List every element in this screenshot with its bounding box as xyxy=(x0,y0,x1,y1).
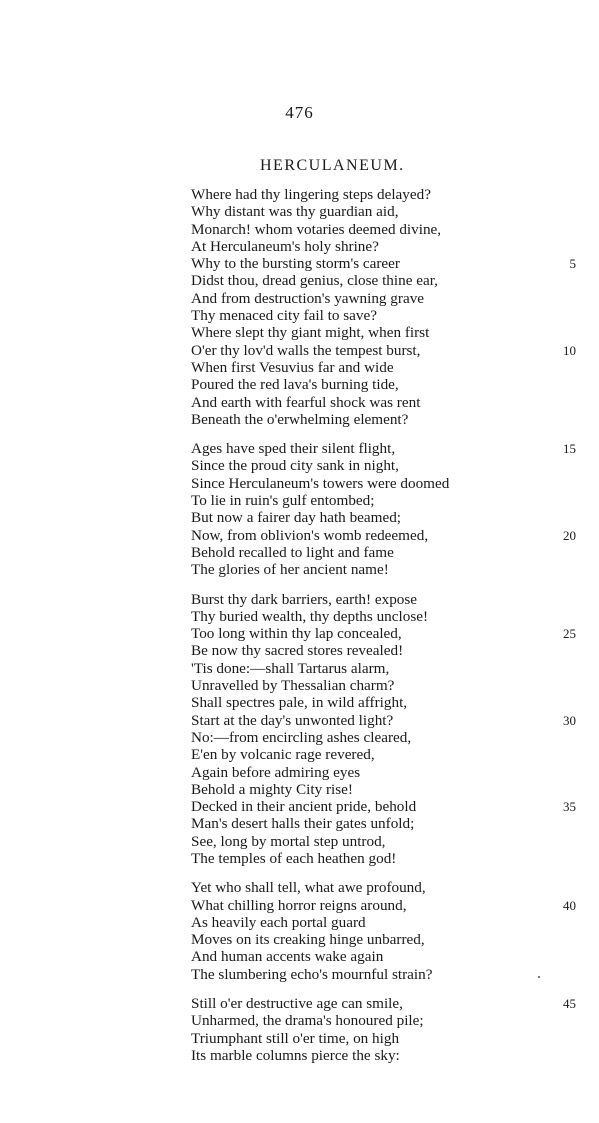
verse-line xyxy=(191,608,581,625)
poem-title: HERCULANEUM. xyxy=(260,157,405,174)
verse-text: Where slept thy giant might, when first xyxy=(191,324,430,342)
verse-text: The glories of her ancient name! xyxy=(191,561,389,579)
verse-line xyxy=(191,897,581,914)
line-number: 25 xyxy=(563,626,576,642)
verse-text: Why to the bursting storm's career xyxy=(191,255,400,273)
verse-line xyxy=(191,948,581,965)
stanza xyxy=(191,440,581,578)
verse-text: And human accents wake again xyxy=(191,948,384,966)
line-number: 10 xyxy=(563,342,576,358)
verse-text: E'en by volcanic rage revered, xyxy=(191,746,375,764)
verse-text: And from destruction's yawning grave xyxy=(191,289,425,307)
verse-line xyxy=(191,186,581,203)
verse-line xyxy=(191,492,581,509)
verse-line xyxy=(191,931,581,948)
verse-text: Triumphant still o'er time, on high xyxy=(191,1029,400,1047)
verse-line xyxy=(191,694,581,711)
line-number: 45 xyxy=(563,996,576,1012)
verse-text: Beneath the o'erwhelming element? xyxy=(191,410,409,428)
verse-text: And earth with fearful shock was rent xyxy=(191,393,421,411)
verse-text: Start at the day's unwonted light? xyxy=(191,711,394,729)
verse-text: But now a fairer day hath beamed; xyxy=(191,509,402,527)
verse-text: At Herculaneum's holy shrine? xyxy=(191,237,379,255)
verse-text: Why distant was thy guardian aid, xyxy=(191,203,399,221)
verse-text: Monarch! whom votaries deemed divine, xyxy=(191,220,442,238)
verse-line xyxy=(191,561,581,578)
line-number: 5 xyxy=(569,256,576,272)
line-number: 20 xyxy=(563,527,576,543)
verse-text: Unravelled by Thessalian charm? xyxy=(191,677,395,695)
poem-body xyxy=(191,186,581,1076)
verse-line xyxy=(191,238,581,255)
verse-line xyxy=(191,850,581,867)
verse-text: Again before admiring eyes xyxy=(191,763,361,781)
verse-line xyxy=(191,359,581,376)
verse-text: When first Vesuvius far and wide xyxy=(191,358,394,376)
verse-line xyxy=(191,677,581,694)
verse-text: What chilling horror reigns around, xyxy=(191,896,407,914)
verse-line xyxy=(191,1030,581,1047)
verse-text: Since the proud city sank in night, xyxy=(191,457,399,475)
verse-text: The temples of each heathen god! xyxy=(191,849,397,867)
verse-line xyxy=(191,394,581,411)
verse-text: Didst thou, dread genius, close thine ear, xyxy=(191,272,438,290)
verse-text: Behold a mighty City rise! xyxy=(191,780,353,798)
verse-line xyxy=(191,995,581,1012)
verse-line xyxy=(191,625,581,642)
verse-line xyxy=(191,712,581,729)
verse-line xyxy=(191,411,581,428)
verse-line xyxy=(191,527,581,544)
verse-text: Since Herculaneum's towers were doomed xyxy=(191,474,450,492)
verse-text: To lie in ruin's gulf entombed; xyxy=(191,492,375,510)
stray-ink-mark xyxy=(538,976,540,978)
verse-text: The slumbering echo's mournful strain? xyxy=(191,965,433,983)
verse-line xyxy=(191,255,581,272)
verse-line xyxy=(191,221,581,238)
verse-line xyxy=(191,914,581,931)
verse-line xyxy=(191,272,581,289)
verse-line xyxy=(191,1047,581,1064)
verse-text: Behold recalled to light and fame xyxy=(191,543,394,561)
verse-text: Yet who shall tell, what awe profound, xyxy=(191,879,426,897)
verse-line xyxy=(191,290,581,307)
verse-text: 'Tis done:—shall Tartarus alarm, xyxy=(191,659,390,677)
verse-text: As heavily each portal guard xyxy=(191,913,366,931)
stanza xyxy=(191,995,581,1064)
verse-line xyxy=(191,642,581,659)
verse-line xyxy=(191,815,581,832)
verse-line xyxy=(191,729,581,746)
line-number: 40 xyxy=(563,897,576,913)
verse-text: No:—from encircling ashes cleared, xyxy=(191,728,412,746)
line-number: 35 xyxy=(563,799,576,815)
verse-line xyxy=(191,879,581,896)
verse-line xyxy=(191,475,581,492)
verse-text: Thy buried wealth, thy depths unclose! xyxy=(191,607,429,625)
verse-text: O'er thy lov'd walls the tempest burst, xyxy=(191,341,421,359)
stanza xyxy=(191,591,581,868)
verse-line xyxy=(191,591,581,608)
verse-line xyxy=(191,307,581,324)
verse-text: Moves on its creaking hinge unbarred, xyxy=(191,931,425,949)
verse-text: Thy menaced city fail to save? xyxy=(191,307,377,325)
verse-text: Where had thy lingering steps delayed? xyxy=(191,186,431,203)
verse-line xyxy=(191,440,581,457)
verse-line xyxy=(191,342,581,359)
verse-text: Still o'er destructive age can smile, xyxy=(191,995,403,1013)
verse-line xyxy=(191,764,581,781)
verse-line xyxy=(191,324,581,341)
line-number: 15 xyxy=(563,441,576,457)
page-number: 476 xyxy=(285,103,314,122)
verse-line xyxy=(191,544,581,561)
verse-text: Shall spectres pale, in wild affright, xyxy=(191,694,408,712)
verse-line xyxy=(191,746,581,763)
verse-line xyxy=(191,376,581,393)
verse-line xyxy=(191,203,581,220)
line-number: 30 xyxy=(563,712,576,728)
verse-text: Ages have sped their silent flight, xyxy=(191,440,396,458)
stanza xyxy=(191,879,581,983)
verse-line xyxy=(191,798,581,815)
verse-text: Burst thy dark barriers, earth! expose xyxy=(191,590,418,608)
stanza xyxy=(191,186,581,428)
verse-line xyxy=(191,833,581,850)
verse-text: Man's desert halls their gates unfold; xyxy=(191,815,415,833)
verse-line xyxy=(191,509,581,526)
verse-text: Be now thy sacred stores revealed! xyxy=(191,642,404,660)
verse-text: See, long by mortal step untrod, xyxy=(191,832,386,850)
verse-line xyxy=(191,660,581,677)
verse-text: Too long within thy lap concealed, xyxy=(191,625,402,643)
verse-line xyxy=(191,1012,581,1029)
verse-line xyxy=(191,457,581,474)
verse-text: Now, from oblivion's womb redeemed, xyxy=(191,526,429,544)
verse-line xyxy=(191,966,581,983)
verse-text: Poured the red lava's burning tide, xyxy=(191,376,399,394)
verse-line xyxy=(191,781,581,798)
verse-text: Decked in their ancient pride, behold xyxy=(191,798,417,816)
verse-text: Unharmed, the drama's honoured pile; xyxy=(191,1012,424,1030)
verse-text: Its marble columns pierce the sky: xyxy=(191,1046,400,1064)
